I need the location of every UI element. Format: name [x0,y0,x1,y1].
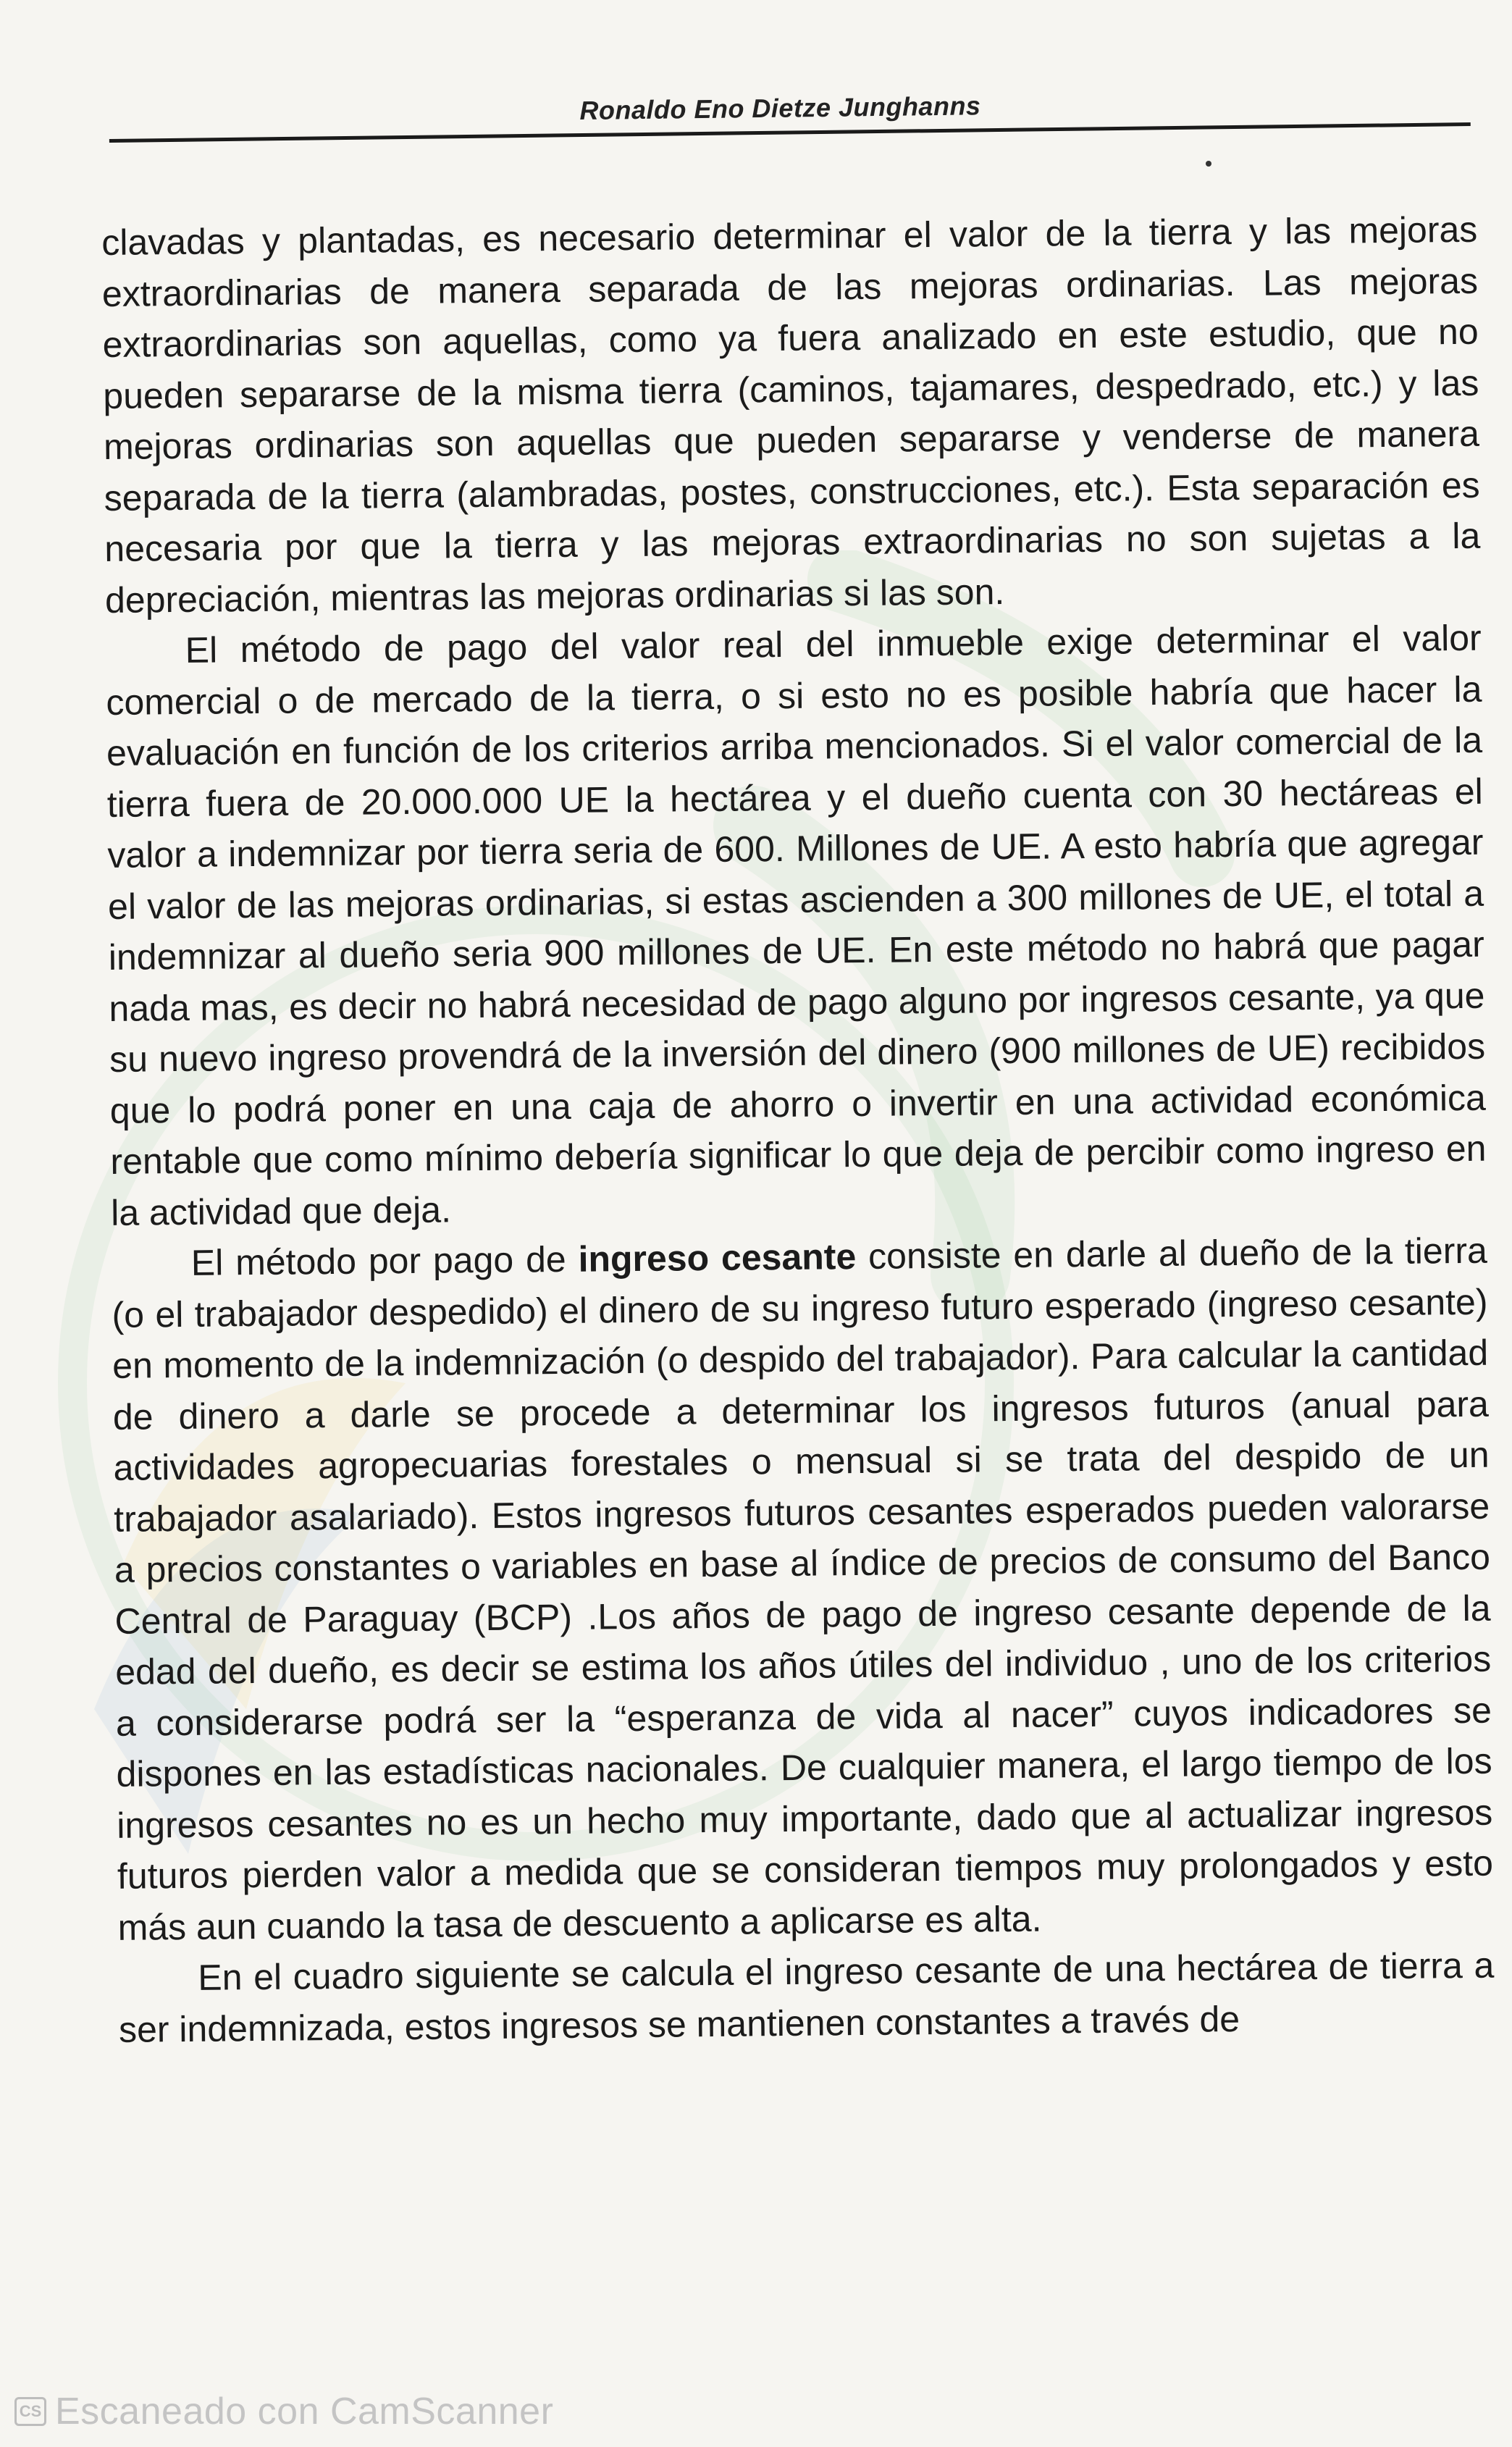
paragraph-1: clavadas y plantadas, es necesario determinar el valor de la tierra y las mejoras extraordinarias de manera separada de las mejoras ordinarias. Las mejoras extraordinarias son aquellas, como ya fuera analizado en este estudio, que no pueden separarse de la misma tierra (caminos, tajamares, despedrado, etc.) y las mejoras ordinarias son aquellas que pueden separarse y venderse de manera separada de la tierra (alambradas, postes, construcciones, etc.). Esta separación es necesaria por que la tierra y las mejoras extraordinarias no son sujetas a la depreciación, mientras las mejoras ordinarias si las son. [101,209,1481,621]
body-text [101,204,1495,2055]
paragraph-3-rest: consiste en darle al dueño de la tierra (o el trabajador despedido) el dinero de su ingreso futuro esperado (ingreso cesante) en momento de la indemnización (o despido del trabajador). Para calcular la cantidad de dinero a darle se procede a determinar los ingresos futuros (anual para actividades agropecuarias forestales o mensual si se trata del despido de un trabajador asalariado). Estos ingresos futuros cesantes esperados pueden valorarse a precios constantes o variables en base al índice de precios de consumo del Banco Central de Paraguay (BCP) .Los años de pago de ingreso cesante depende de la edad del dueño, es decir se estima los años útiles del individuo , uno de los criterios a considerarse podrá ser la “esperanza de vida al nacer” cuyos indicadores se dispones en las estadísticas nacionales. De cualquier manera, el largo tiempo de los ingresos cesantes no es un hecho muy importante, dado que al actualizar ingresos futuros pierden valor a medida que se consideran tiempos muy prolongados y esto más aun cuando la tasa de descuento a aplicarse es alta. [112,1230,1494,1948]
paragraph-4: En el cuadro siguiente se calcula el ingreso cesante de una hectárea de tierra a ser indemnizada, estos ingresos se mantienen constantes a través de [118,1944,1495,2050]
paragraph-3-lead: El método por pago de [190,1238,579,1283]
scanner-label: Escaneado con CamScanner [55,2391,554,2433]
stray-ink-mark [1206,161,1211,167]
header-rule [109,122,1471,143]
term-ingreso-cesante: ingreso cesante [578,1236,857,1280]
page-header [109,70,1471,152]
scanner-footer [14,2390,553,2433]
running-head: Ronaldo Eno Dietze Junghanns [579,91,981,126]
paragraph-3 [112,1225,1494,1953]
camscanner-icon: CS [14,2397,46,2426]
paragraph-2: El método de pago del valor real del inmueble exige determinar el valor comercial o de mercado de la tierra, o si esto no es posible habría que hacer la evaluación en función de los criterios arriba mencionados. Si el valor comercial de la tierra fuera de 20.000.000 UE la hectárea y el dueño cuenta con 30 hectáreas el valor a indemnizar por tierra seria de 600. Millones de UE. A esto habría que agregar el valor de las mejoras ordinarias, si estas ascienden a 300 millones de UE, el total a indemnizar al dueño seria 900 millones de UE. En este método no habrá que pagar nada mas, es decir no habrá necesidad de pago alguno por ingresos cesante, ya que su nuevo ingreso provendrá de la inversión del dinero (900 millones de UE) recibidos que lo podrá poner en una caja de ahorro o invertir en una actividad económica rentable que como mínimo debería significar lo que deja de percibir como ingreso en la actividad que deja. [106,617,1487,1233]
